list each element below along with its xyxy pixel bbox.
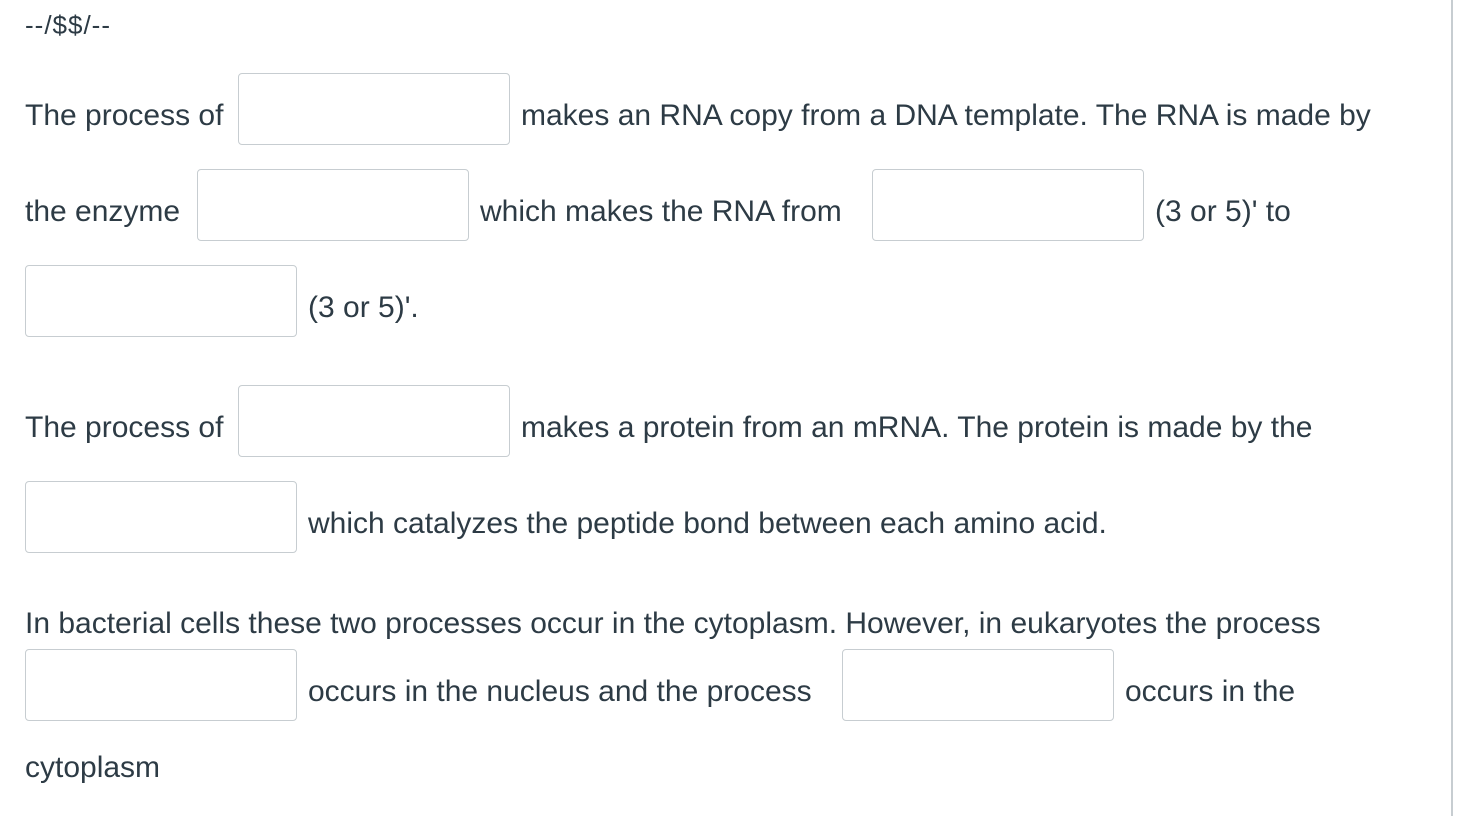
p3-text-4: cytoplasm: [25, 751, 161, 784]
p3-text-1: In bacterial cells these two processes occur in the cytoplasm. However, in eukaryotes the process: [25, 607, 1321, 640]
blank-rna-finish-end[interactable]: [25, 265, 297, 337]
question-header: --/$$/--: [25, 10, 111, 40]
p1-text-6: (3 or 5)'.: [308, 291, 419, 324]
p2-text-2: makes a protein from an mRNA. The protein is made by the: [521, 411, 1313, 444]
blank-rna-start-end[interactable]: [872, 169, 1144, 241]
p1-text-4: which makes the RNA from: [480, 195, 842, 228]
p1-text-3: the enzyme: [25, 195, 181, 228]
p3-text-2: occurs in the nucleus and the process: [308, 675, 812, 708]
p2-text-1: The process of: [25, 411, 224, 444]
p1-text-2: makes an RNA copy from a DNA template. The RNA is made by: [521, 99, 1371, 132]
page-right-border: [1451, 0, 1453, 816]
blank-enzyme[interactable]: [197, 169, 469, 241]
blank-protein-maker[interactable]: [25, 481, 297, 553]
p3-text-3: occurs in the: [1125, 675, 1296, 708]
p1-text-5: (3 or 5)' to: [1155, 195, 1291, 228]
p1-text-1: The process of: [25, 99, 224, 132]
blank-transcription-process[interactable]: [238, 73, 510, 145]
blank-translation-process[interactable]: [238, 385, 510, 457]
blank-cytoplasmic-process[interactable]: [842, 649, 1114, 721]
p2-text-3: which catalyzes the peptide bond between each amino acid.: [308, 507, 1107, 540]
blank-nuclear-process[interactable]: [25, 649, 297, 721]
